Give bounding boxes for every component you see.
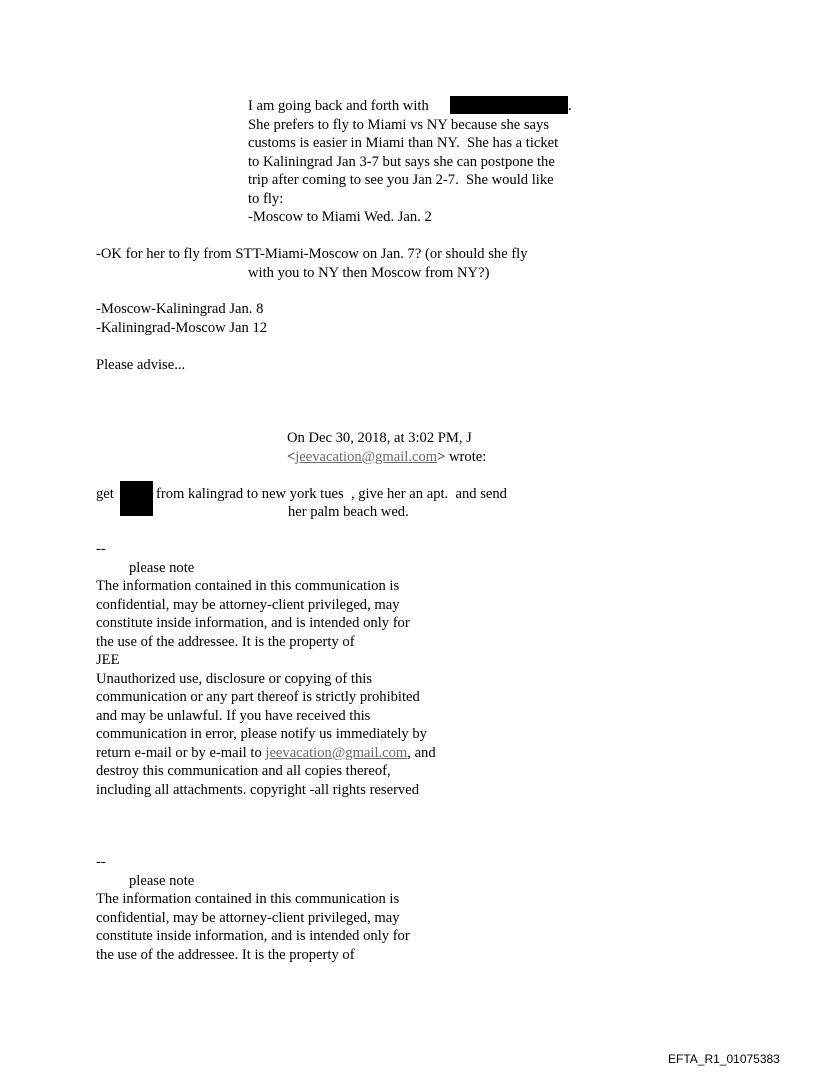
message-line-5: trip after coming to see you Jan 2-7. She would like	[248, 172, 554, 188]
sender-email-link[interactable]: jeevacation@gmail.com	[295, 448, 438, 465]
message-line-4: to Kaliningrad Jan 3-7 but says she can postpone the	[248, 153, 555, 170]
flight-leg-1: -Moscow-Kaliningrad Jan. 8	[96, 301, 264, 317]
redaction-period: .	[568, 98, 572, 114]
please-note: please note	[129, 559, 195, 576]
disclaimer-line: the use of the addressee. It is the property of	[96, 633, 355, 650]
disclaimer-email-line	[96, 744, 436, 763]
message-line-3: customs is easier in Miami than NY. She has a ticket	[248, 135, 559, 151]
message-line-6: to fly:	[248, 190, 284, 207]
disclaimer-line: The information contained in this communication is	[96, 891, 400, 907]
redaction-box	[120, 481, 153, 516]
disclaimer-line: the use of the addressee. It is the property of	[96, 946, 355, 963]
disclaimer-line: confidential, may be attorney-client privileged, may	[96, 596, 400, 613]
message-line-1: I am going back and forth with	[248, 98, 429, 114]
email-prefix: return e-mail or by e-mail to	[96, 744, 266, 761]
disclaimer-email-link[interactable]: jeevacation@gmail.com	[265, 744, 408, 761]
flight-leg-2: -Kaliningrad-Moscow Jan 12	[96, 319, 268, 336]
redaction-box	[450, 96, 568, 114]
stt-question-line-2: with you to NY then Moscow from NY?)	[248, 264, 490, 281]
message-line-7: -Moscow to Miami Wed. Jan. 2	[248, 209, 432, 225]
disclaimer-line: The information contained in this communication is	[96, 578, 400, 594]
email-suffix: , and	[407, 744, 436, 761]
please-advise: Please advise...	[96, 356, 186, 373]
message-line-2: She prefers to fly to Miami vs NY because she says	[248, 116, 549, 133]
signature-dashes: --	[96, 854, 106, 870]
disclaimer-line: constitute inside information, and is intended only for	[96, 928, 410, 944]
reply-line-1: from kalingrad to new york tues , give her an apt. and send	[156, 485, 507, 502]
disclaimer-line: and may be unlawful. If you have received this	[96, 707, 371, 724]
disclaimer-line: JEE	[96, 652, 120, 668]
signature-dashes: --	[96, 541, 106, 557]
disclaimer-line: Unauthorized use, disclosure or copying of this	[96, 670, 373, 687]
reply-line-2: her palm beach wed.	[288, 504, 409, 520]
angle-open: <	[287, 448, 296, 465]
disclaimer-line: constitute inside information, and is intended only for	[96, 615, 410, 631]
disclaimer-line: communication in error, please notify us immediately by	[96, 726, 427, 742]
disclaimer-line: communication or any part thereof is strictly prohibited	[96, 689, 420, 705]
stt-question-line-1: -OK for her to fly from STT-Miami-Moscow on Jan. 7? (or should she fly	[96, 246, 528, 262]
disclaimer-line: destroy this communication and all copies thereof,	[96, 763, 391, 779]
please-note: please note	[129, 872, 195, 889]
quoted-header-date: On Dec 30, 2018, at 3:02 PM, J	[287, 430, 472, 446]
bates-number: EFTA_R1_01075383	[668, 1052, 780, 1066]
disclaimer-line: including all attachments. copyright -all rights reserved	[96, 781, 419, 798]
quoted-header-sender	[287, 448, 486, 467]
wrote-label: > wrote:	[437, 448, 487, 465]
reply-word-get: get	[96, 485, 114, 502]
disclaimer-line: confidential, may be attorney-client privileged, may	[96, 909, 400, 926]
